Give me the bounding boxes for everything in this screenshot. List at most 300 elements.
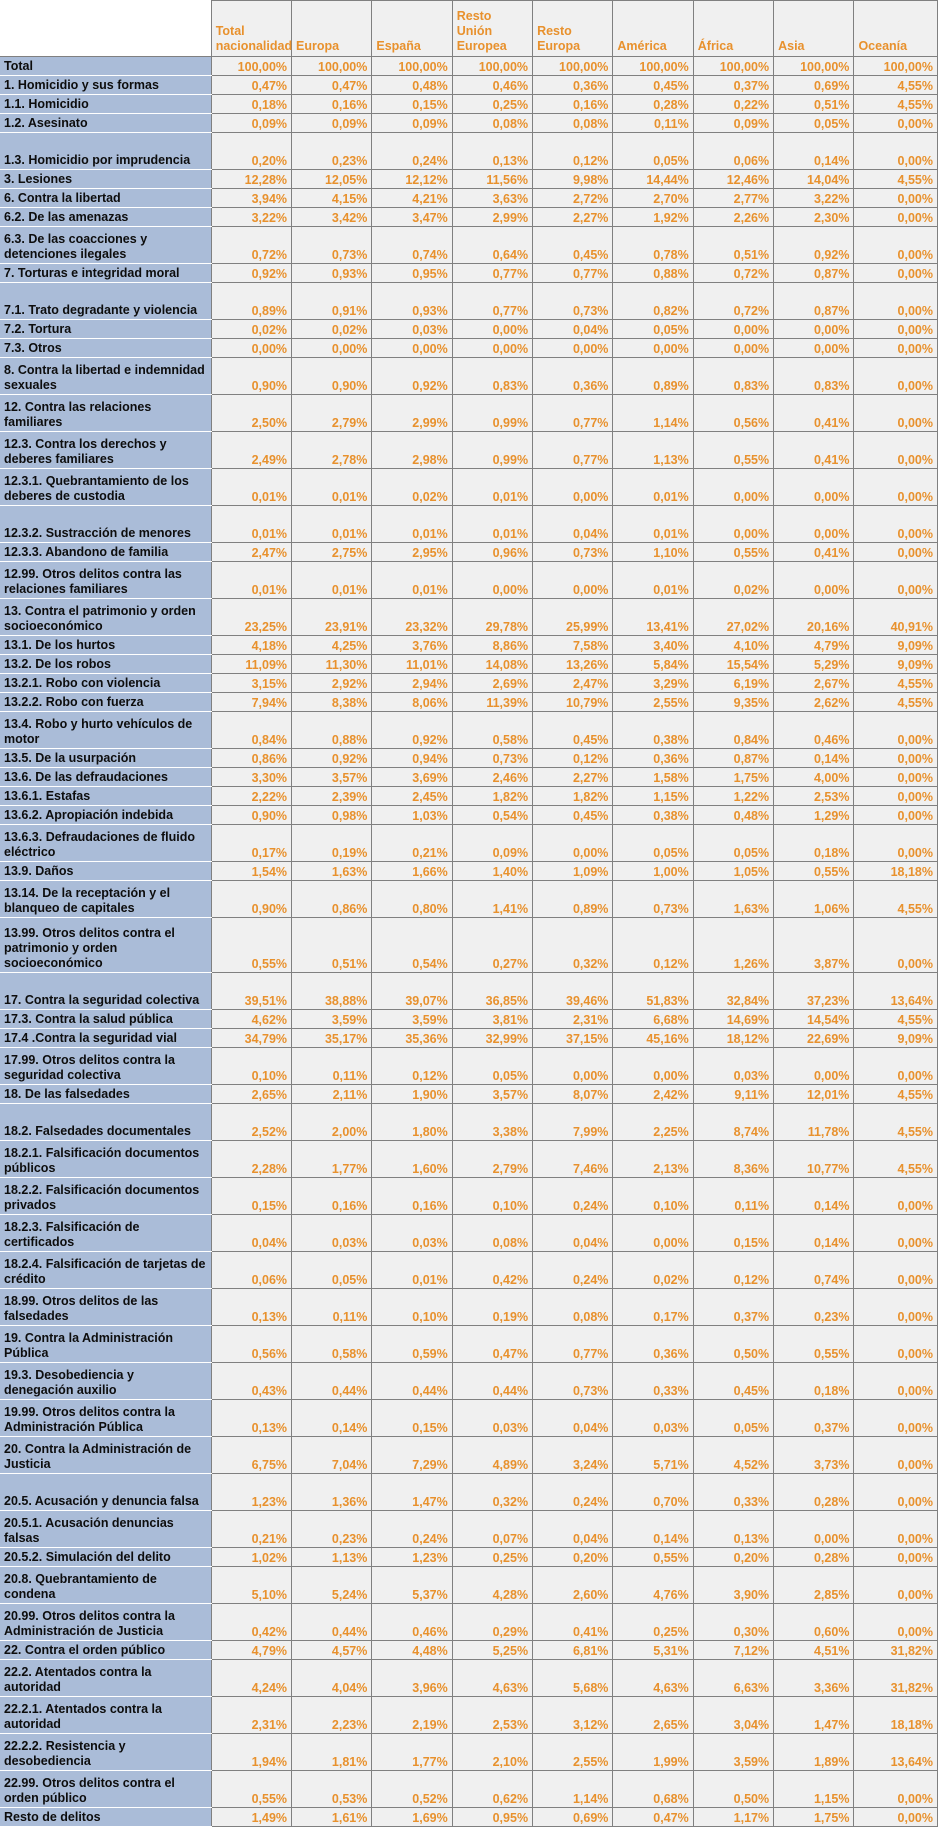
- cell-value: 0,00%: [854, 543, 938, 562]
- column-header-7: África: [693, 1, 773, 57]
- cell-value: 0,15%: [211, 1178, 291, 1215]
- cell-value: 2,78%: [292, 432, 372, 469]
- cell-value: 1,75%: [774, 1808, 854, 1827]
- cell-value: 32,84%: [693, 973, 773, 1010]
- cell-value: 13,64%: [854, 973, 938, 1010]
- cell-value: 3,04%: [693, 1697, 773, 1734]
- table-row: [0, 973, 938, 1010]
- cell-value: 3,59%: [292, 1010, 372, 1029]
- cell-value: 2,27%: [533, 768, 613, 787]
- row-label: 6.3. De las coacciones y detenciones ilegales: [0, 227, 211, 264]
- cell-value: 1,60%: [372, 1141, 452, 1178]
- row-label: 12. Contra las relaciones familiares: [0, 395, 211, 432]
- cell-value: 0,29%: [452, 1604, 532, 1641]
- cell-value: 0,52%: [372, 1771, 452, 1808]
- cell-value: 2,45%: [372, 787, 452, 806]
- cell-value: 2,28%: [211, 1141, 291, 1178]
- cell-value: 0,93%: [372, 283, 452, 320]
- row-label: 20. Contra la Administración de Justicia: [0, 1437, 211, 1474]
- cell-value: 0,86%: [292, 881, 372, 918]
- cell-value: 0,23%: [774, 1289, 854, 1326]
- row-label: 20.5.2. Simulación del delito: [0, 1548, 211, 1567]
- cell-value: 27,02%: [693, 599, 773, 636]
- cell-value: 0,00%: [693, 320, 773, 339]
- cell-value: 9,09%: [854, 1029, 938, 1048]
- cell-value: 1,82%: [533, 787, 613, 806]
- cell-value: 0,01%: [372, 506, 452, 543]
- cell-value: 2,00%: [292, 1104, 372, 1141]
- cell-value: 0,10%: [613, 1178, 693, 1215]
- cell-value: 12,01%: [774, 1085, 854, 1104]
- cell-value: 100,00%: [211, 57, 291, 76]
- cell-value: 12,28%: [211, 170, 291, 189]
- cell-value: 39,51%: [211, 973, 291, 1010]
- cell-value: 0,44%: [292, 1604, 372, 1641]
- table-row: [0, 1215, 938, 1252]
- table-row: [0, 339, 938, 358]
- cell-value: 31,82%: [854, 1641, 938, 1660]
- cell-value: 0,09%: [372, 114, 452, 133]
- cell-value: 2,79%: [452, 1141, 532, 1178]
- cell-value: 0,19%: [452, 1289, 532, 1326]
- cell-value: 2,69%: [452, 674, 532, 693]
- cell-value: 1,82%: [452, 787, 532, 806]
- cell-value: 0,73%: [292, 227, 372, 264]
- table-header: [0, 1, 938, 57]
- cell-value: 9,35%: [693, 693, 773, 712]
- cell-value: 0,36%: [613, 1326, 693, 1363]
- cell-value: 2,10%: [452, 1734, 532, 1771]
- cell-value: 7,46%: [533, 1141, 613, 1178]
- cell-value: 0,72%: [211, 227, 291, 264]
- cell-value: 2,94%: [372, 674, 452, 693]
- table-row: [0, 1771, 938, 1808]
- table-row: [0, 599, 938, 636]
- cell-value: 2,25%: [613, 1104, 693, 1141]
- cell-value: 1,77%: [292, 1141, 372, 1178]
- table-row: [0, 1400, 938, 1437]
- cell-value: 5,37%: [372, 1567, 452, 1604]
- table-row: [0, 1437, 938, 1474]
- cell-value: 5,24%: [292, 1567, 372, 1604]
- cell-value: 0,88%: [292, 712, 372, 749]
- cell-value: 14,69%: [693, 1010, 773, 1029]
- cell-value: 5,31%: [613, 1641, 693, 1660]
- cell-value: 3,57%: [292, 768, 372, 787]
- table-row: [0, 1548, 938, 1567]
- cell-value: 0,41%: [533, 1604, 613, 1641]
- table-row: [0, 1048, 938, 1085]
- cell-value: 0,33%: [693, 1474, 773, 1511]
- cell-value: 0,89%: [613, 358, 693, 395]
- table-row: [0, 1641, 938, 1660]
- cell-value: 25,99%: [533, 599, 613, 636]
- cell-value: 0,00%: [693, 506, 773, 543]
- cell-value: 0,96%: [452, 543, 532, 562]
- row-label: 18.2.1. Falsificación documentos públicos: [0, 1141, 211, 1178]
- cell-value: 1,47%: [372, 1474, 452, 1511]
- cell-value: 0,72%: [693, 264, 773, 283]
- cell-value: 3,30%: [211, 768, 291, 787]
- cell-value: 0,95%: [372, 264, 452, 283]
- cell-value: 0,05%: [613, 825, 693, 862]
- cell-value: 11,01%: [372, 655, 452, 674]
- cell-value: 38,88%: [292, 973, 372, 1010]
- cell-value: 4,51%: [774, 1641, 854, 1660]
- cell-value: 2,47%: [533, 674, 613, 693]
- cell-value: 0,00%: [854, 1437, 938, 1474]
- cell-value: 1,80%: [372, 1104, 452, 1141]
- cell-value: 0,38%: [613, 712, 693, 749]
- cell-value: 4,76%: [613, 1567, 693, 1604]
- row-label: 7.2. Tortura: [0, 320, 211, 339]
- row-label: 7.1. Trato degradante y violencia: [0, 283, 211, 320]
- cell-value: 100,00%: [292, 57, 372, 76]
- cell-value: 8,86%: [452, 636, 532, 655]
- table-row: [0, 1567, 938, 1604]
- cell-value: 0,00%: [613, 1048, 693, 1085]
- row-label: 13.6.1. Estafas: [0, 787, 211, 806]
- cell-value: 1,03%: [372, 806, 452, 825]
- cell-value: 4,55%: [854, 95, 938, 114]
- cell-value: 0,13%: [693, 1511, 773, 1548]
- cell-value: 0,51%: [774, 95, 854, 114]
- table-row: [0, 655, 938, 674]
- cell-value: 20,16%: [774, 599, 854, 636]
- cell-value: 1,14%: [533, 1771, 613, 1808]
- cell-value: 0,90%: [211, 881, 291, 918]
- cell-value: 2,75%: [292, 543, 372, 562]
- cell-value: 0,00%: [854, 806, 938, 825]
- cell-value: 0,00%: [854, 918, 938, 973]
- cell-value: 0,59%: [372, 1326, 452, 1363]
- cell-value: 0,00%: [613, 1215, 693, 1252]
- row-label: 22.2.1. Atentados contra la autoridad: [0, 1697, 211, 1734]
- row-label: 6.2. De las amenazas: [0, 208, 211, 227]
- cell-value: 13,64%: [854, 1734, 938, 1771]
- cell-value: 5,29%: [774, 655, 854, 674]
- cell-value: 0,87%: [693, 749, 773, 768]
- cell-value: 0,25%: [613, 1604, 693, 1641]
- cell-value: 0,00%: [854, 1604, 938, 1641]
- cell-value: 0,44%: [372, 1363, 452, 1400]
- cell-value: 0,54%: [372, 918, 452, 973]
- cell-value: 1,15%: [613, 787, 693, 806]
- cell-value: 0,04%: [533, 1215, 613, 1252]
- cell-value: 0,42%: [452, 1252, 532, 1289]
- cell-value: 0,00%: [854, 749, 938, 768]
- cell-value: 0,00%: [452, 562, 532, 599]
- cell-value: 0,00%: [854, 825, 938, 862]
- cell-value: 1,81%: [292, 1734, 372, 1771]
- cell-value: 0,00%: [854, 1363, 938, 1400]
- cell-value: 12,12%: [372, 170, 452, 189]
- row-label: 22.2. Atentados contra la autoridad: [0, 1660, 211, 1697]
- cell-value: 10,77%: [774, 1141, 854, 1178]
- cell-value: 1,61%: [292, 1808, 372, 1827]
- cell-value: 9,11%: [693, 1085, 773, 1104]
- cell-value: 12,46%: [693, 170, 773, 189]
- cell-value: 3,22%: [774, 189, 854, 208]
- cell-value: 0,83%: [774, 358, 854, 395]
- cell-value: 0,62%: [452, 1771, 532, 1808]
- cell-value: 2,53%: [452, 1697, 532, 1734]
- cell-value: 0,72%: [693, 283, 773, 320]
- cell-value: 0,73%: [613, 881, 693, 918]
- cell-value: 13,26%: [533, 655, 613, 674]
- cell-value: 3,36%: [774, 1660, 854, 1697]
- row-label: 13.6.2. Apropiación indebida: [0, 806, 211, 825]
- cell-value: 0,01%: [292, 506, 372, 543]
- cell-value: 0,32%: [533, 918, 613, 973]
- cell-value: 4,63%: [452, 1660, 532, 1697]
- cell-value: 0,92%: [372, 712, 452, 749]
- cell-value: 0,00%: [854, 469, 938, 506]
- cell-value: 0,00%: [372, 339, 452, 358]
- cell-value: 4,63%: [613, 1660, 693, 1697]
- table-row: [0, 264, 938, 283]
- table-row: [0, 506, 938, 543]
- cell-value: 0,84%: [211, 712, 291, 749]
- cell-value: 0,00%: [854, 283, 938, 320]
- cell-value: 0,43%: [211, 1363, 291, 1400]
- cell-value: 4,25%: [292, 636, 372, 655]
- cell-value: 0,41%: [774, 432, 854, 469]
- cell-value: 0,04%: [533, 506, 613, 543]
- cell-value: 0,98%: [292, 806, 372, 825]
- cell-value: 0,28%: [613, 95, 693, 114]
- cell-value: 1,13%: [292, 1548, 372, 1567]
- row-label: 18.2.2. Falsificación documentos privados: [0, 1178, 211, 1215]
- cell-value: 0,00%: [854, 562, 938, 599]
- header-row: [0, 1, 938, 57]
- cell-value: 2,11%: [292, 1085, 372, 1104]
- cell-value: 4,55%: [854, 170, 938, 189]
- cell-value: 1,69%: [372, 1808, 452, 1827]
- cell-value: 0,69%: [774, 76, 854, 95]
- row-label: 19. Contra la Administración Pública: [0, 1326, 211, 1363]
- cell-value: 8,74%: [693, 1104, 773, 1141]
- cell-value: 0,00%: [854, 787, 938, 806]
- cell-value: 0,92%: [292, 749, 372, 768]
- cell-value: 0,16%: [292, 95, 372, 114]
- cell-value: 0,23%: [292, 133, 372, 170]
- cell-value: 2,99%: [372, 395, 452, 432]
- cell-value: 2,13%: [613, 1141, 693, 1178]
- cell-value: 13,41%: [613, 599, 693, 636]
- cell-value: 0,00%: [693, 339, 773, 358]
- cell-value: 3,59%: [693, 1734, 773, 1771]
- cell-value: 0,13%: [211, 1289, 291, 1326]
- cell-value: 14,54%: [774, 1010, 854, 1029]
- cell-value: 36,85%: [452, 973, 532, 1010]
- cell-value: 0,84%: [693, 712, 773, 749]
- cell-value: 0,99%: [452, 395, 532, 432]
- cell-value: 0,06%: [693, 133, 773, 170]
- cell-value: 0,04%: [533, 1400, 613, 1437]
- cell-value: 0,15%: [693, 1215, 773, 1252]
- table-row: [0, 1252, 938, 1289]
- cell-value: 2,27%: [533, 208, 613, 227]
- cell-value: 0,73%: [452, 749, 532, 768]
- cell-value: 2,77%: [693, 189, 773, 208]
- cell-value: 0,01%: [211, 562, 291, 599]
- cell-value: 0,87%: [774, 283, 854, 320]
- cell-value: 1,14%: [613, 395, 693, 432]
- cell-value: 0,47%: [211, 76, 291, 95]
- cell-value: 0,00%: [854, 1215, 938, 1252]
- row-label: 20.99. Otros delitos contra la Administración de Justicia: [0, 1604, 211, 1641]
- cell-value: 1,06%: [774, 881, 854, 918]
- cell-value: 0,55%: [774, 1326, 854, 1363]
- cell-value: 0,55%: [693, 543, 773, 562]
- cell-value: 0,00%: [854, 432, 938, 469]
- cell-value: 0,36%: [533, 76, 613, 95]
- cell-value: 0,92%: [372, 358, 452, 395]
- cell-value: 0,78%: [613, 227, 693, 264]
- cell-value: 4,79%: [774, 636, 854, 655]
- cell-value: 0,00%: [292, 339, 372, 358]
- row-label: 17.4 .Contra la seguridad vial: [0, 1029, 211, 1048]
- row-label: 17.99. Otros delitos contra la seguridad colectiva: [0, 1048, 211, 1085]
- row-label: 13.14. De la receptación y el blanqueo de capitales: [0, 881, 211, 918]
- table-row: [0, 825, 938, 862]
- table-row: [0, 749, 938, 768]
- cell-value: 0,70%: [613, 1474, 693, 1511]
- cell-value: 35,17%: [292, 1029, 372, 1048]
- cell-value: 1,63%: [292, 862, 372, 881]
- cell-value: 18,12%: [693, 1029, 773, 1048]
- cell-value: 0,94%: [372, 749, 452, 768]
- cell-value: 0,00%: [854, 1048, 938, 1085]
- cell-value: 0,60%: [774, 1604, 854, 1641]
- table-row: [0, 768, 938, 787]
- cell-value: 1,23%: [211, 1474, 291, 1511]
- cell-value: 0,38%: [613, 806, 693, 825]
- cell-value: 0,03%: [693, 1048, 773, 1085]
- cell-value: 1,75%: [693, 768, 773, 787]
- row-label: 13.4. Robo y hurto vehículos de motor: [0, 712, 211, 749]
- cell-value: 0,00%: [854, 768, 938, 787]
- cell-value: 4,21%: [372, 189, 452, 208]
- cell-value: 0,37%: [693, 1289, 773, 1326]
- table-body: [0, 57, 938, 1827]
- cell-value: 0,50%: [693, 1771, 773, 1808]
- cell-value: 0,45%: [533, 712, 613, 749]
- cell-value: 0,90%: [292, 358, 372, 395]
- row-label: 13.9. Daños: [0, 862, 211, 881]
- row-label: 1.2. Asesinato: [0, 114, 211, 133]
- cell-value: 0,00%: [854, 227, 938, 264]
- row-label: 13.5. De la usurpación: [0, 749, 211, 768]
- cell-value: 0,55%: [211, 918, 291, 973]
- cell-value: 0,00%: [533, 562, 613, 599]
- table-row: [0, 1604, 938, 1641]
- cell-value: 0,04%: [533, 320, 613, 339]
- cell-value: 3,69%: [372, 768, 452, 787]
- cell-value: 0,58%: [292, 1326, 372, 1363]
- cell-value: 0,00%: [693, 469, 773, 506]
- cell-value: 8,36%: [693, 1141, 773, 1178]
- row-label: 1.1. Homicidio: [0, 95, 211, 114]
- cell-value: 0,56%: [693, 395, 773, 432]
- cell-value: 3,38%: [452, 1104, 532, 1141]
- cell-value: 4,10%: [693, 636, 773, 655]
- cell-value: 0,92%: [211, 264, 291, 283]
- cell-value: 0,00%: [854, 1567, 938, 1604]
- cell-value: 4,55%: [854, 674, 938, 693]
- row-label: 12.3. Contra los derechos y deberes familiares: [0, 432, 211, 469]
- cell-value: 0,14%: [774, 133, 854, 170]
- cell-value: 0,12%: [372, 1048, 452, 1085]
- table-row: [0, 95, 938, 114]
- cell-value: 0,55%: [613, 1548, 693, 1567]
- table-row: [0, 1808, 938, 1827]
- table-row: [0, 543, 938, 562]
- cell-value: 1,92%: [613, 208, 693, 227]
- cell-value: 3,40%: [613, 636, 693, 655]
- cell-value: 0,15%: [372, 1400, 452, 1437]
- cell-value: 0,01%: [372, 562, 452, 599]
- cell-value: 0,36%: [533, 358, 613, 395]
- cell-value: 39,07%: [372, 973, 452, 1010]
- cell-value: 11,09%: [211, 655, 291, 674]
- cell-value: 3,15%: [211, 674, 291, 693]
- cell-value: 7,58%: [533, 636, 613, 655]
- cell-value: 23,25%: [211, 599, 291, 636]
- cell-value: 0,48%: [693, 806, 773, 825]
- cell-value: 0,82%: [613, 283, 693, 320]
- cell-value: 0,55%: [693, 432, 773, 469]
- cell-value: 3,22%: [211, 208, 291, 227]
- cell-value: 0,08%: [533, 1289, 613, 1326]
- table-row: [0, 133, 938, 170]
- cell-value: 0,18%: [774, 825, 854, 862]
- cell-value: 2,47%: [211, 543, 291, 562]
- cell-value: 1,26%: [693, 918, 773, 973]
- cell-value: 0,05%: [774, 114, 854, 133]
- cell-value: 0,46%: [452, 76, 532, 95]
- cell-value: 0,18%: [211, 95, 291, 114]
- table-row: [0, 432, 938, 469]
- cell-value: 6,19%: [693, 674, 773, 693]
- cell-value: 23,32%: [372, 599, 452, 636]
- cell-value: 0,55%: [774, 862, 854, 881]
- cell-value: 3,73%: [774, 1437, 854, 1474]
- cell-value: 0,41%: [774, 543, 854, 562]
- table-row: [0, 1697, 938, 1734]
- table-row: [0, 170, 938, 189]
- cell-value: 0,09%: [452, 825, 532, 862]
- cell-value: 0,14%: [292, 1400, 372, 1437]
- cell-value: 0,16%: [533, 95, 613, 114]
- cell-value: 0,00%: [533, 469, 613, 506]
- cell-value: 0,36%: [613, 749, 693, 768]
- cell-value: 0,90%: [211, 806, 291, 825]
- cell-value: 0,20%: [211, 133, 291, 170]
- cell-value: 0,01%: [452, 506, 532, 543]
- cell-value: 0,24%: [533, 1474, 613, 1511]
- table-row: [0, 57, 938, 76]
- row-label: 13.99. Otros delitos contra el patrimonio y orden socioeconómico: [0, 918, 211, 973]
- table-row: [0, 636, 938, 655]
- cell-value: 0,18%: [774, 1363, 854, 1400]
- cell-value: 1,47%: [774, 1697, 854, 1734]
- cell-value: 0,27%: [452, 918, 532, 973]
- cell-value: 0,04%: [211, 1215, 291, 1252]
- cell-value: 0,00%: [533, 825, 613, 862]
- cell-value: 0,50%: [693, 1326, 773, 1363]
